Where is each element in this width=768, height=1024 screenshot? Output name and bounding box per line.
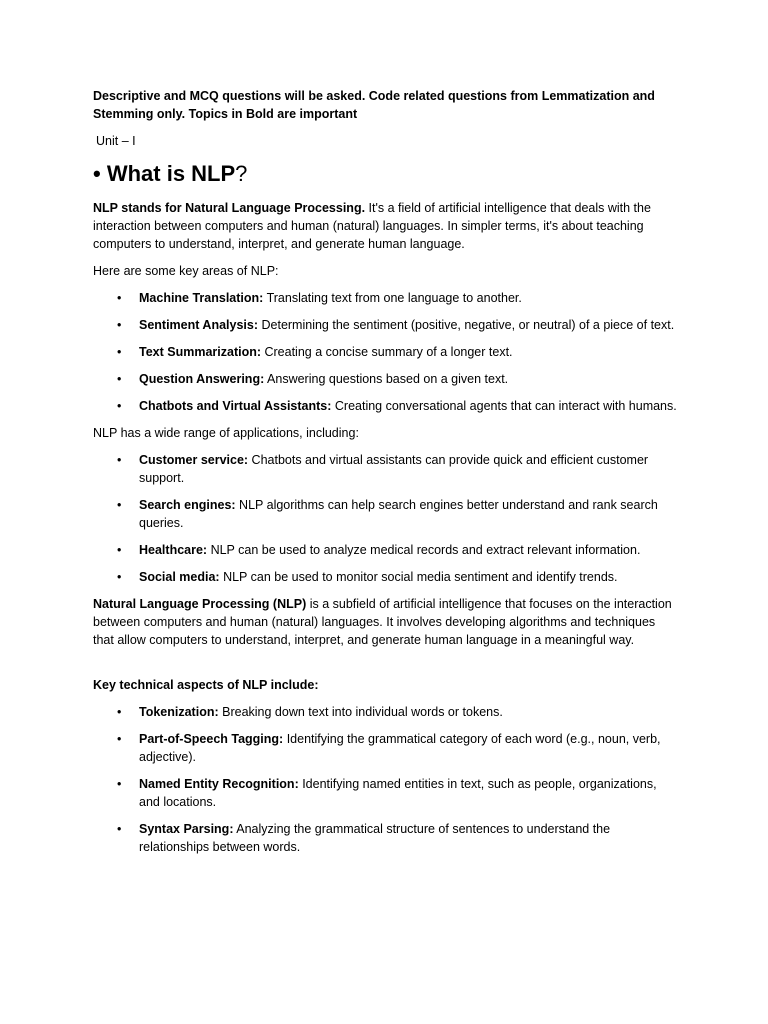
bullet-icon: • [117, 399, 122, 413]
item-term: Sentiment Analysis: [139, 318, 259, 332]
bullet-icon: • [117, 822, 122, 836]
item-term: Customer service: [139, 453, 249, 467]
item-desc: Breaking down text into individual words or tokens. [218, 705, 503, 719]
technical-list [93, 703, 678, 856]
nlp-definition [93, 199, 678, 253]
bullet-icon: • [117, 777, 122, 791]
list-item [93, 289, 678, 307]
technical-lead: Key technical aspects of NLP include: [93, 678, 319, 692]
item-term: Search engines: [139, 498, 236, 512]
item-desc: Analyzing the grammatical structure of sentences to understand the relationships between words. [139, 822, 611, 854]
key-areas-lead: Here are some key areas of NLP: [93, 264, 279, 278]
list-item [93, 541, 678, 559]
item-term: Chatbots and Virtual Assistants: [139, 399, 332, 413]
list-item [93, 343, 678, 361]
item-desc: Answering questions based on a given text. [264, 372, 509, 386]
item-desc: Identifying named entities in text, such as people, organizations, and locations. [139, 777, 657, 809]
bullet-icon: • [117, 570, 122, 584]
list-item [93, 496, 678, 532]
nlp-paragraph [93, 595, 678, 649]
bullet-icon: • [117, 318, 122, 332]
definition-bold: NLP stands for Natural Language Processing. [93, 201, 366, 215]
item-desc: Translating text from one language to another. [263, 291, 522, 305]
heading-qmark: ? [235, 161, 248, 186]
bullet-icon: • [117, 372, 122, 386]
heading-bullet: • [93, 161, 101, 186]
key-areas-list [93, 289, 678, 415]
paragraph-bold: Natural Language Processing (NLP) [93, 597, 307, 611]
item-term: Social media: [139, 570, 220, 584]
applications-list [93, 451, 678, 586]
list-item [93, 370, 678, 388]
list-item [93, 316, 678, 334]
bullet-icon: • [117, 705, 122, 719]
item-desc: NLP can be used to analyze medical records and extract relevant information. [207, 543, 641, 557]
item-desc: NLP algorithms can help search engines better understand and rank search queries. [139, 498, 658, 530]
item-desc: Creating conversational agents that can interact with humans. [331, 399, 677, 413]
list-item [93, 820, 678, 856]
list-item [93, 775, 678, 811]
paragraph-rest: is a subfield of artificial intelligence that focuses on the interaction between computers and human (natural) languages. It involves developing algorithms and techniques that allow computers to understand, interpret, and generate human language in a meaningful way. [93, 597, 672, 647]
item-desc: Determining the sentiment (positive, negative, or neutral) of a piece of text. [258, 318, 675, 332]
exam-instructions: Descriptive and MCQ questions will be asked. Code related questions from Lemmatization and Stemming only. Topics in Bold are important [93, 89, 655, 121]
bullet-icon: • [117, 453, 122, 467]
item-term: Syntax Parsing: [139, 822, 234, 836]
item-term: Machine Translation: [139, 291, 264, 305]
item-desc: NLP can be used to monitor social media sentiment and identify trends. [219, 570, 618, 584]
list-item [93, 451, 678, 487]
list-item [93, 397, 678, 415]
bullet-icon: • [117, 345, 122, 359]
item-term: Question Answering: [139, 372, 265, 386]
applications-lead: NLP has a wide range of applications, including: [93, 426, 359, 440]
item-term: Named Entity Recognition: [139, 777, 299, 791]
item-desc: Identifying the grammatical category of each word (e.g., noun, verb, adjective). [139, 732, 661, 764]
item-term: Text Summarization: [139, 345, 262, 359]
list-item [93, 568, 678, 586]
blank-line [93, 658, 678, 676]
heading-text: What is NLP [106, 161, 236, 186]
bullet-icon: • [117, 498, 122, 512]
bullet-icon: • [117, 732, 122, 746]
item-term: Tokenization: [139, 705, 219, 719]
bullet-icon: • [117, 291, 122, 305]
item-desc: Chatbots and virtual assistants can provide quick and efficient customer support. [139, 453, 649, 485]
bullet-icon: • [117, 543, 122, 557]
item-term: Part-of-Speech Tagging: [139, 732, 284, 746]
unit-label: Unit – I [96, 134, 136, 148]
section-heading [93, 159, 678, 189]
definition-rest: It's a field of artificial intelligence that deals with the interaction between computers and human (natural) languages. In simpler terms, it's about teaching computers to understand, interpret, and generate human language. [93, 201, 651, 251]
item-term: Healthcare: [139, 543, 208, 557]
list-item [93, 730, 678, 766]
item-desc: Creating a concise summary of a longer text. [261, 345, 513, 359]
list-item [93, 703, 678, 721]
